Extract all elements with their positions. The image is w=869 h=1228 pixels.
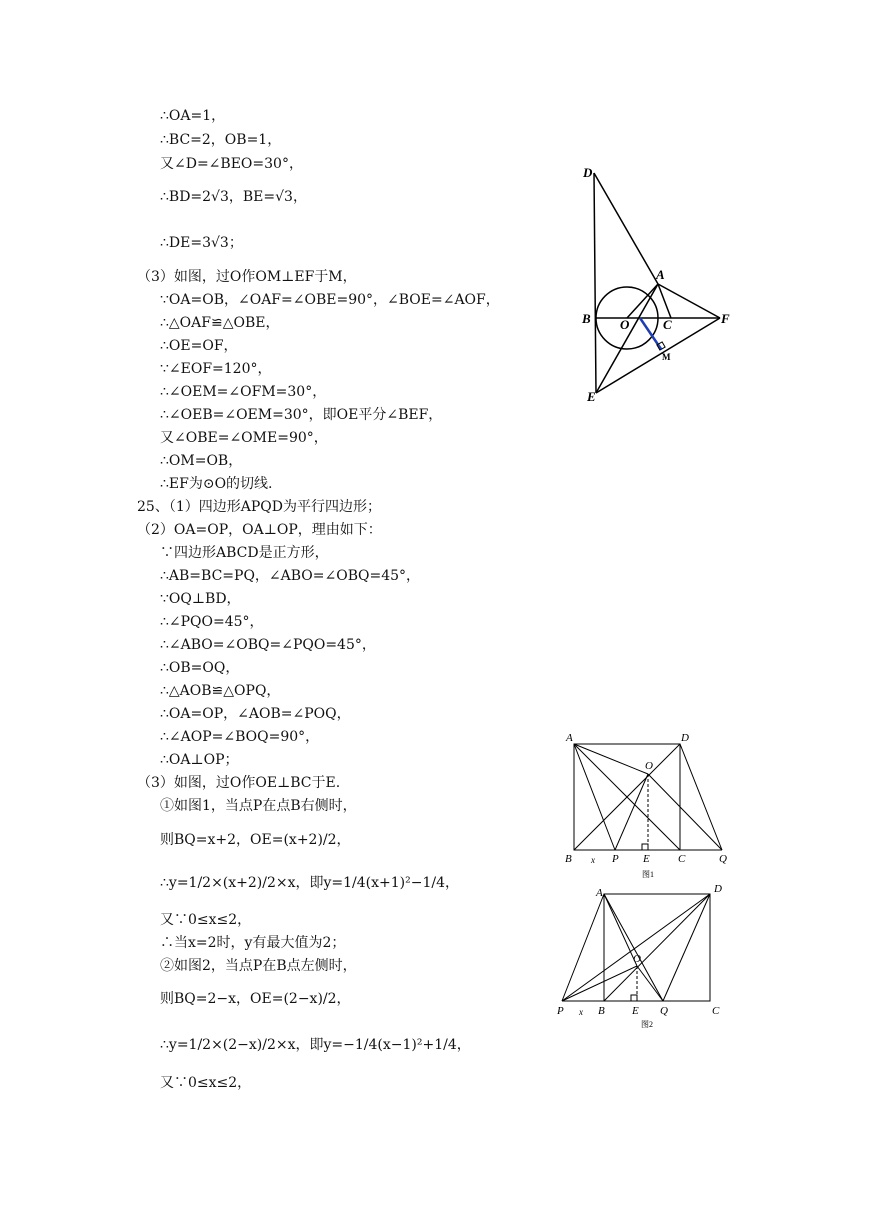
fig1-label-p: P (612, 853, 619, 865)
fig2-label-d: D (714, 883, 722, 895)
line-7: ∴△OAF≌△OBE， (160, 315, 280, 331)
label-a: A (656, 267, 665, 282)
line-29: 则BQ=x+2，OE=(x+2)/2， (160, 832, 351, 848)
fig1-label-q: Q (719, 853, 727, 865)
line-13: ∴OM=OB， (160, 453, 243, 469)
line-31: 又∵0≤x≤2， (160, 912, 252, 928)
fig1-label-a: A (566, 732, 573, 744)
line-24: ∴OA=OP，∠AOB=∠POQ， (160, 706, 351, 722)
line-11: ∴∠OEB=∠OEM=30°，即OE平分∠BEF， (160, 407, 443, 423)
line-6: ∵OA=OB，∠OAF=∠OBE=90°，∠BOE=∠AOF， (160, 292, 500, 308)
line-14: ∴EF为⊙O的切线. (160, 476, 273, 492)
fig2-label-p: P (557, 1005, 564, 1017)
line-20: ∴∠PQO=45°， (160, 614, 264, 630)
line-17: ∵四边形ABCD是正方形， (160, 545, 329, 561)
label-c: C (663, 317, 672, 332)
line-19: ∵OQ⊥BD， (160, 591, 241, 607)
line-28: ①如图1，当点P在点B右侧时， (160, 798, 357, 814)
line-0: ∴OA=1， (160, 108, 226, 124)
line-12: 又∠OBE=∠OME=90°， (160, 430, 328, 446)
label-f: F (721, 311, 730, 326)
fig1-label-c: C (678, 853, 686, 865)
line-30: ∴y=1/2×(x+2)/2×x，即y=1/4(x+1)²−1/4， (160, 875, 460, 891)
line-35: ∴y=1/2×(2−x)/2×x，即y=−1/4(x−1)²+1/4， (160, 1037, 471, 1053)
fig2-label-e: E (632, 1005, 639, 1017)
figure-1 (558, 728, 738, 880)
line-36: 又∵0≤x≤2， (160, 1075, 252, 1091)
fig2-label-q: Q (660, 1005, 668, 1017)
line-16: （2）OA=OP，OA⊥OP，理由如下： (137, 522, 382, 538)
line-22: ∴OB=OQ， (160, 660, 240, 676)
line-9: ∵∠EOF=120°， (160, 361, 272, 377)
fig2-caption: 图2 (641, 1020, 653, 1029)
line-10: ∴∠OEM=∠OFM=30°， (160, 384, 327, 400)
line-32: ∴当x=2时，y有最大值为2； (160, 935, 346, 951)
label-o: O (620, 317, 630, 332)
line-1: ∴BC=2，OB=1， (160, 132, 282, 148)
line-15: 25、（1）四边形APQD为平行四边形； (137, 499, 381, 515)
line-18: ∴AB=BC=PQ，∠ABO=∠OBQ=45°， (160, 568, 421, 584)
line-34: 则BQ=2−x，OE=(2−x)/2， (160, 991, 351, 1007)
line-23: ∴△AOB≌△OPQ， (160, 683, 281, 699)
fig1-caption: 图1 (642, 870, 654, 879)
line-33: ②如图2，当点P在B点左侧时， (160, 958, 357, 974)
line-27: （3）如图，过O作OE⊥BC于E. (137, 775, 341, 791)
label-m: M (662, 352, 671, 362)
label-d: D (583, 165, 593, 180)
line-2: 又∠D=∠BEO=30°， (160, 156, 303, 172)
fig1-label-d: D (681, 732, 689, 744)
fig1-label-o: O (645, 760, 653, 772)
line-21: ∴∠ABO=∠OBQ=∠PQO=45°， (160, 637, 376, 653)
fig2-label-x: x (579, 1007, 583, 1017)
fig2-label-a: A (596, 887, 603, 899)
fig2-label-b: B (598, 1005, 605, 1017)
label-b: B (582, 311, 591, 326)
figure-2 (548, 880, 728, 1030)
label-e: E (587, 389, 596, 404)
line-4: ∴DE=3√3； (160, 235, 243, 251)
line-5: （3）如图，过O作OM⊥EF于M， (137, 269, 357, 285)
fig2-label-o: O (633, 953, 641, 965)
fig1-label-e: E (643, 853, 650, 865)
fig1-label-b: B (565, 853, 572, 865)
line-3: ∴BD=2√3，BE=√3， (160, 189, 307, 205)
fig2-label-c: C (712, 1005, 720, 1017)
fig1-label-x: x (591, 855, 595, 865)
line-25: ∴∠AOP=∠BOQ=90°， (160, 729, 320, 745)
line-26: ∴OA⊥OP； (160, 752, 239, 768)
figure-top (570, 155, 745, 410)
line-8: ∴OE=OF， (160, 338, 238, 354)
